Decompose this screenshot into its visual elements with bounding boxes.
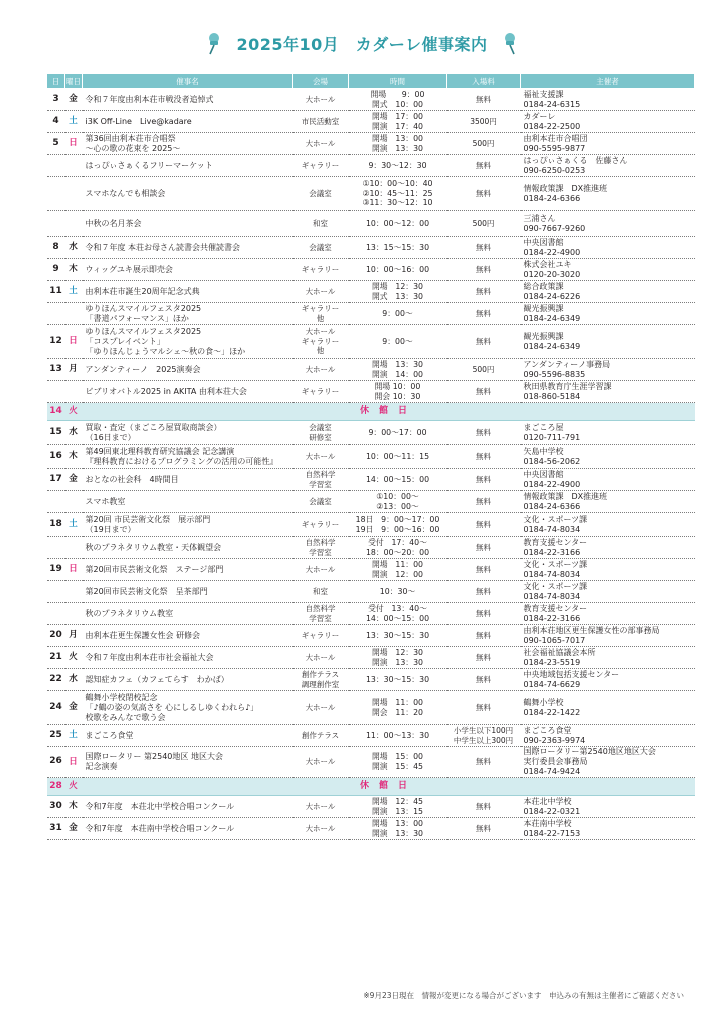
table-row (47, 155, 695, 177)
closed-label: 休館日 (83, 403, 695, 421)
header-event: 催事名 (83, 74, 293, 89)
time-cell: 10：00～16：00 (349, 259, 447, 281)
event-name-cell: 鶴舞小学校閉校記念 「♪鶴の姿の気高さを 心にしるしゆくわれら♪」 校歌をみんなで歌う会 (83, 691, 293, 725)
venue-cell: 大ホール (293, 559, 349, 581)
table-row (47, 445, 695, 469)
fee-cell: 500円 (447, 133, 521, 155)
event-name-cell: 秋のプラネタリウム教室 (83, 603, 293, 625)
closed-day-row (47, 778, 695, 796)
time-cell: 13：30～15：30 (349, 625, 447, 647)
weekday-cell (65, 211, 83, 237)
organizer-cell: 社会福祉協議会本所 0184-23-5519 (521, 647, 695, 669)
day-cell (47, 177, 65, 211)
organizer-cell: 三浦さん 090-7667-9260 (521, 211, 695, 237)
header-time: 時間 (349, 74, 447, 89)
day-cell (47, 155, 65, 177)
weekday-cell (65, 603, 83, 625)
venue-cell: 大ホール (293, 445, 349, 469)
organizer-cell: 秋田県教育庁生涯学習課 018-860-5184 (521, 381, 695, 403)
organizer-cell: 中央図書館 0184-22-4900 (521, 237, 695, 259)
organizer-cell: 文化・スポーツ課 0184-74-8034 (521, 559, 695, 581)
day-cell: 3 (47, 89, 65, 111)
event-name-cell: スマホなんでも相談会 (83, 177, 293, 211)
fee-cell: 無料 (447, 281, 521, 303)
weekday-cell: 金 (65, 691, 83, 725)
day-cell: 4 (47, 111, 65, 133)
fee-cell: 無料 (447, 445, 521, 469)
day-cell: 13 (47, 359, 65, 381)
table-row (47, 421, 695, 445)
table-row (47, 177, 695, 211)
venue-cell: ギャラリー (293, 513, 349, 537)
table-row (47, 559, 695, 581)
organizer-cell: 観光振興課 0184-24-6349 (521, 303, 695, 325)
venue-cell: 自然科学 学習室 (293, 603, 349, 625)
time-cell: 10：00～12：00 (349, 211, 447, 237)
weekday-cell (65, 581, 83, 603)
time-cell: 開場 12：45 開演 13：15 (349, 796, 447, 818)
organizer-cell: 教育支援センター 0184-22-3166 (521, 537, 695, 559)
time-cell: 9：00～ (349, 325, 447, 359)
organizer-cell: 本荘北中学校 0184-22-0321 (521, 796, 695, 818)
time-cell: 9：00～17：00 (349, 421, 447, 445)
organizer-cell: アンダンティーノ事務局 090-5596-8835 (521, 359, 695, 381)
time-cell: 開場 11：00 開会 11：20 (349, 691, 447, 725)
organizer-cell: はっぴぃさぁくる 佐藤さん 090-6250-0253 (521, 155, 695, 177)
fee-cell: 無料 (447, 691, 521, 725)
fee-cell: 500円 (447, 359, 521, 381)
venue-cell: 大ホール (293, 281, 349, 303)
table-header-row (47, 74, 695, 89)
venue-cell: 大ホール (293, 796, 349, 818)
time-cell: 9：30～12：30 (349, 155, 447, 177)
fee-cell: 無料 (447, 559, 521, 581)
time-cell: ①10：00～10：40 ②10：45～11：25 ③11：30～12：10 (349, 177, 447, 211)
weekday-cell: 日 (65, 559, 83, 581)
time-cell: 11：00～13：30 (349, 725, 447, 747)
weekday-cell: 木 (65, 796, 83, 818)
day-cell (47, 381, 65, 403)
day-cell: 20 (47, 625, 65, 647)
event-name-cell: おとなの社会科 4時間目 (83, 469, 293, 491)
weekday-cell: 火 (65, 403, 83, 421)
organizer-cell: 矢島中学校 0184-56-2062 (521, 445, 695, 469)
table-row (47, 259, 695, 281)
organizer-cell: 情報政策課 DX推進班 0184-24-6366 (521, 177, 695, 211)
venue-cell: 会議室 (293, 177, 349, 211)
weekday-cell: 日 (65, 133, 83, 155)
venue-cell: ギャラリー 他 (293, 303, 349, 325)
table-row (47, 625, 695, 647)
page-title: 2025年10月 カダーレ催事案内 (236, 34, 488, 54)
fee-cell: 無料 (447, 325, 521, 359)
table-row (47, 237, 695, 259)
table-row (47, 303, 695, 325)
fee-cell: 無料 (447, 513, 521, 537)
venue-cell: 大ホール (293, 747, 349, 778)
table-row (47, 747, 695, 778)
time-cell: 開場 17：00 開演 17：40 (349, 111, 447, 133)
fee-cell: 無料 (447, 469, 521, 491)
event-name-cell: 第20回市民芸術文化祭 ステージ部門 (83, 559, 293, 581)
day-cell: 17 (47, 469, 65, 491)
table-row (47, 211, 695, 237)
venue-cell: 会議室 (293, 491, 349, 513)
venue-cell: ギャラリー (293, 381, 349, 403)
day-cell: 5 (47, 133, 65, 155)
fee-cell: 無料 (447, 237, 521, 259)
day-cell: 26 (47, 747, 65, 778)
time-cell: 開場 12：30 開演 13：30 (349, 647, 447, 669)
organizer-cell: まごころ屋 0120-711-791 (521, 421, 695, 445)
event-name-cell: 認知症カフェ（カフェてらす わかば） (83, 669, 293, 691)
table-row (47, 359, 695, 381)
organizer-cell: 由利本荘地区更生保護女性の部事務局 090-1065-7017 (521, 625, 695, 647)
time-cell: 14：00～15：00 (349, 469, 447, 491)
venue-cell: ギャラリー (293, 625, 349, 647)
fee-cell: 500円 (447, 211, 521, 237)
weekday-cell: 日 (65, 747, 83, 778)
event-name-cell: 中秋の名月茶会 (83, 211, 293, 237)
weekday-cell: 水 (65, 421, 83, 445)
weekday-cell (65, 381, 83, 403)
time-cell: 受付 17：40～ 18：00～20：00 (349, 537, 447, 559)
table-row (47, 381, 695, 403)
time-cell: 10：00～11：15 (349, 445, 447, 469)
day-cell: 9 (47, 259, 65, 281)
table-row (47, 647, 695, 669)
organizer-cell: カダーレ 0184-22-2500 (521, 111, 695, 133)
pushpin-icon (497, 30, 523, 56)
event-name-cell: はっぴぃさぁくるフリーマーケット (83, 155, 293, 177)
closed-day-row (47, 403, 695, 421)
organizer-cell: 情報政策課 DX推進班 0184-24-6366 (521, 491, 695, 513)
table-row (47, 281, 695, 303)
table-row (47, 537, 695, 559)
header-fee: 入場料 (447, 74, 521, 89)
weekday-cell: 木 (65, 259, 83, 281)
event-name-cell: 第20回 市民芸術文化祭 展示部門 （19日まで） (83, 513, 293, 537)
organizer-cell: まごころ食堂 090-2363-9974 (521, 725, 695, 747)
header-title-bar (0, 26, 724, 60)
day-cell: 11 (47, 281, 65, 303)
fee-cell: 無料 (447, 89, 521, 111)
weekday-cell: 水 (65, 237, 83, 259)
event-name-cell: 買取・査定（まごころ屋買取商談会） （16日まで） (83, 421, 293, 445)
table-row (47, 691, 695, 725)
weekday-cell: 月 (65, 625, 83, 647)
event-name-cell: i3K Off-Line Live@kadare (83, 111, 293, 133)
day-cell: 12 (47, 325, 65, 359)
fee-cell: 無料 (447, 381, 521, 403)
venue-cell: 大ホール (293, 133, 349, 155)
venue-cell: 和室 (293, 211, 349, 237)
time-cell: 開場 13：00 開演 13：30 (349, 818, 447, 840)
fee-cell: 無料 (447, 155, 521, 177)
table-row (47, 469, 695, 491)
footnote: ※9月23日現在 情報が変更になる場合がございます 申込みの有無は主催者にご確認ください (363, 991, 684, 1000)
venue-cell: 大ホール (293, 359, 349, 381)
event-name-cell: ウィッグユキ展示即売会 (83, 259, 293, 281)
event-name-cell: 第36回由利本荘市合唱祭 ～心の歌の花束を 2025～ (83, 133, 293, 155)
closed-label: 休館日 (83, 778, 695, 796)
venue-cell: 大ホール (293, 647, 349, 669)
event-name-cell: まごころ食堂 (83, 725, 293, 747)
event-name-cell: ゆりほんスマイルフェスタ2025 「コスプレイベント」 「ゆりほんじょうマルシェ～秋の食～」ほか (83, 325, 293, 359)
fee-cell: 無料 (447, 747, 521, 778)
time-cell: 開場 13：00 開演 13：30 (349, 133, 447, 155)
weekday-cell: 金 (65, 469, 83, 491)
organizer-cell: 鶴舞小学校 0184-22-1422 (521, 691, 695, 725)
day-cell: 19 (47, 559, 65, 581)
venue-cell: 大ホール (293, 691, 349, 725)
weekday-cell: 金 (65, 89, 83, 111)
weekday-cell: 木 (65, 445, 83, 469)
header-venue: 会場 (293, 74, 349, 89)
venue-cell: 和室 (293, 581, 349, 603)
weekday-cell (65, 491, 83, 513)
day-cell: 31 (47, 818, 65, 840)
fee-cell: 小学生以下100円 中学生以上300円 (447, 725, 521, 747)
event-name-cell: ビブリオバトル2025 in AKITA 由利本荘大会 (83, 381, 293, 403)
fee-cell: 無料 (447, 796, 521, 818)
event-name-cell: 由利本荘市誕生20周年記念式典 (83, 281, 293, 303)
organizer-cell: 福祉支援課 0184-24-6315 (521, 89, 695, 111)
table-row (47, 513, 695, 537)
day-cell (47, 303, 65, 325)
table-row (47, 491, 695, 513)
table-row (47, 603, 695, 625)
time-cell: 開場 15：00 開演 15：45 (349, 747, 447, 778)
event-name-cell: アンダンティーノ 2025演奏会 (83, 359, 293, 381)
table-row (47, 111, 695, 133)
organizer-cell: 文化・スポーツ課 0184-74-8034 (521, 581, 695, 603)
venue-cell: 自然科学 学習室 (293, 537, 349, 559)
event-name-cell: 令和７年度由利本荘市戦没者追悼式 (83, 89, 293, 111)
venue-cell: 大ホール (293, 89, 349, 111)
organizer-cell: 観光振興課 0184-24-6349 (521, 325, 695, 359)
event-name-cell: ゆりほんスマイルフェスタ2025 「書道パフォーマンス」ほか (83, 303, 293, 325)
weekday-cell: 水 (65, 669, 83, 691)
fee-cell: 無料 (447, 177, 521, 211)
day-cell: 28 (47, 778, 65, 796)
venue-cell: 会議室 (293, 237, 349, 259)
weekday-cell: 土 (65, 281, 83, 303)
time-cell: 9：00～ (349, 303, 447, 325)
venue-cell: ギャラリー (293, 155, 349, 177)
event-name-cell: 第20回市民芸術文化祭 呈茶部門 (83, 581, 293, 603)
weekday-cell: 火 (65, 647, 83, 669)
fee-cell: 無料 (447, 491, 521, 513)
event-name-cell: 秋のプラネタリウム教室・天体観望会 (83, 537, 293, 559)
fee-cell: 3500円 (447, 111, 521, 133)
weekday-cell: 土 (65, 513, 83, 537)
fee-cell: 無料 (447, 537, 521, 559)
day-cell: 24 (47, 691, 65, 725)
venue-cell: 創作テラス (293, 725, 349, 747)
organizer-cell: 中央地域包括支援センター 0184-74-6629 (521, 669, 695, 691)
weekday-cell: 月 (65, 359, 83, 381)
weekday-cell (65, 177, 83, 211)
fee-cell: 無料 (447, 259, 521, 281)
day-cell: 8 (47, 237, 65, 259)
event-name-cell: 第49回東北理科教育研究協議会 記念講演 『理科教育におけるプログラミングの活用の可能性』 (83, 445, 293, 469)
time-cell: 受付 13：40～ 14：00～15：00 (349, 603, 447, 625)
venue-cell: 市民活動室 (293, 111, 349, 133)
pushpin-icon (201, 30, 227, 56)
day-cell: 21 (47, 647, 65, 669)
event-name-cell: 令和７年度 本荘お母さん読書会共催読書会 (83, 237, 293, 259)
organizer-cell: 国際ロータリー第2540地区地区大会 実行委員会事務局 0184-74-9424 (521, 747, 695, 778)
day-cell (47, 603, 65, 625)
table-row (47, 133, 695, 155)
weekday-cell (65, 303, 83, 325)
event-name-cell: 由利本荘更生保護女性会 研修会 (83, 625, 293, 647)
venue-cell: 大ホール (293, 818, 349, 840)
event-name-cell: 国際ロータリー 第2540地区 地区大会 記念演奏 (83, 747, 293, 778)
weekday-cell: 金 (65, 818, 83, 840)
event-name-cell: スマホ教室 (83, 491, 293, 513)
weekday-cell: 土 (65, 725, 83, 747)
time-cell: ①10：00～ ②13：00～ (349, 491, 447, 513)
day-cell: 18 (47, 513, 65, 537)
day-cell (47, 211, 65, 237)
event-name-cell: 令和７年度由利本荘市社会福祉大会 (83, 647, 293, 669)
organizer-cell: 本荘南中学校 0184-22-7153 (521, 818, 695, 840)
table-row (47, 89, 695, 111)
time-cell: 13：30～15：30 (349, 669, 447, 691)
table-row (47, 581, 695, 603)
fee-cell: 無料 (447, 625, 521, 647)
weekday-cell: 土 (65, 111, 83, 133)
event-name-cell: 令和7年度 本荘北中学校合唱コンクール (83, 796, 293, 818)
table-row (47, 669, 695, 691)
venue-cell: 自然科学 学習室 (293, 469, 349, 491)
fee-cell: 無料 (447, 581, 521, 603)
day-cell: 14 (47, 403, 65, 421)
weekday-cell (65, 537, 83, 559)
table-row (47, 725, 695, 747)
time-cell: 開場 13：30 開演 14：00 (349, 359, 447, 381)
weekday-cell: 火 (65, 778, 83, 796)
organizer-cell: 教育支援センター 0184-22-3166 (521, 603, 695, 625)
venue-cell: 創作テラス 調理創作室 (293, 669, 349, 691)
organizer-cell: 中央図書館 0184-22-4900 (521, 469, 695, 491)
time-cell: 開場 12：30 開式 13：30 (349, 281, 447, 303)
organizer-cell: 総合政策課 0184-24-6226 (521, 281, 695, 303)
time-cell: 開場 9：00 開式 10：00 (349, 89, 447, 111)
header-weekday: 曜日 (65, 74, 83, 89)
header-organizer: 主催者 (521, 74, 695, 89)
day-cell: 16 (47, 445, 65, 469)
day-cell (47, 537, 65, 559)
organizer-cell: 文化・スポーツ課 0184-74-8034 (521, 513, 695, 537)
venue-cell: 大ホール ギャラリー 他 (293, 325, 349, 359)
time-cell: 10：30～ (349, 581, 447, 603)
day-cell: 30 (47, 796, 65, 818)
time-cell: 開場 11：00 開演 12：00 (349, 559, 447, 581)
time-cell: 開場 10：00 開会 10：30 (349, 381, 447, 403)
fee-cell: 無料 (447, 818, 521, 840)
event-name-cell: 令和7年度 本荘南中学校合唱コンクール (83, 818, 293, 840)
venue-cell: ギャラリー (293, 259, 349, 281)
organizer-cell: 株式会社ユキ 0120-20-3020 (521, 259, 695, 281)
day-cell (47, 581, 65, 603)
fee-cell: 無料 (447, 647, 521, 669)
header-day: 日 (47, 74, 65, 89)
weekday-cell (65, 155, 83, 177)
day-cell: 25 (47, 725, 65, 747)
day-cell: 22 (47, 669, 65, 691)
time-cell: 13：15～15：30 (349, 237, 447, 259)
fee-cell: 無料 (447, 421, 521, 445)
table-row (47, 796, 695, 818)
weekday-cell: 日 (65, 325, 83, 359)
fee-cell: 無料 (447, 669, 521, 691)
day-cell (47, 491, 65, 513)
day-cell: 15 (47, 421, 65, 445)
table-row (47, 325, 695, 359)
fee-cell: 無料 (447, 603, 521, 625)
fee-cell: 無料 (447, 303, 521, 325)
table-row (47, 818, 695, 840)
event-schedule-table (46, 73, 695, 840)
venue-cell: 会議室 研修室 (293, 421, 349, 445)
time-cell: 18日 9：00～17：00 19日 9：00～16：00 (349, 513, 447, 537)
organizer-cell: 由利本荘市合唱団 090-5595-9877 (521, 133, 695, 155)
